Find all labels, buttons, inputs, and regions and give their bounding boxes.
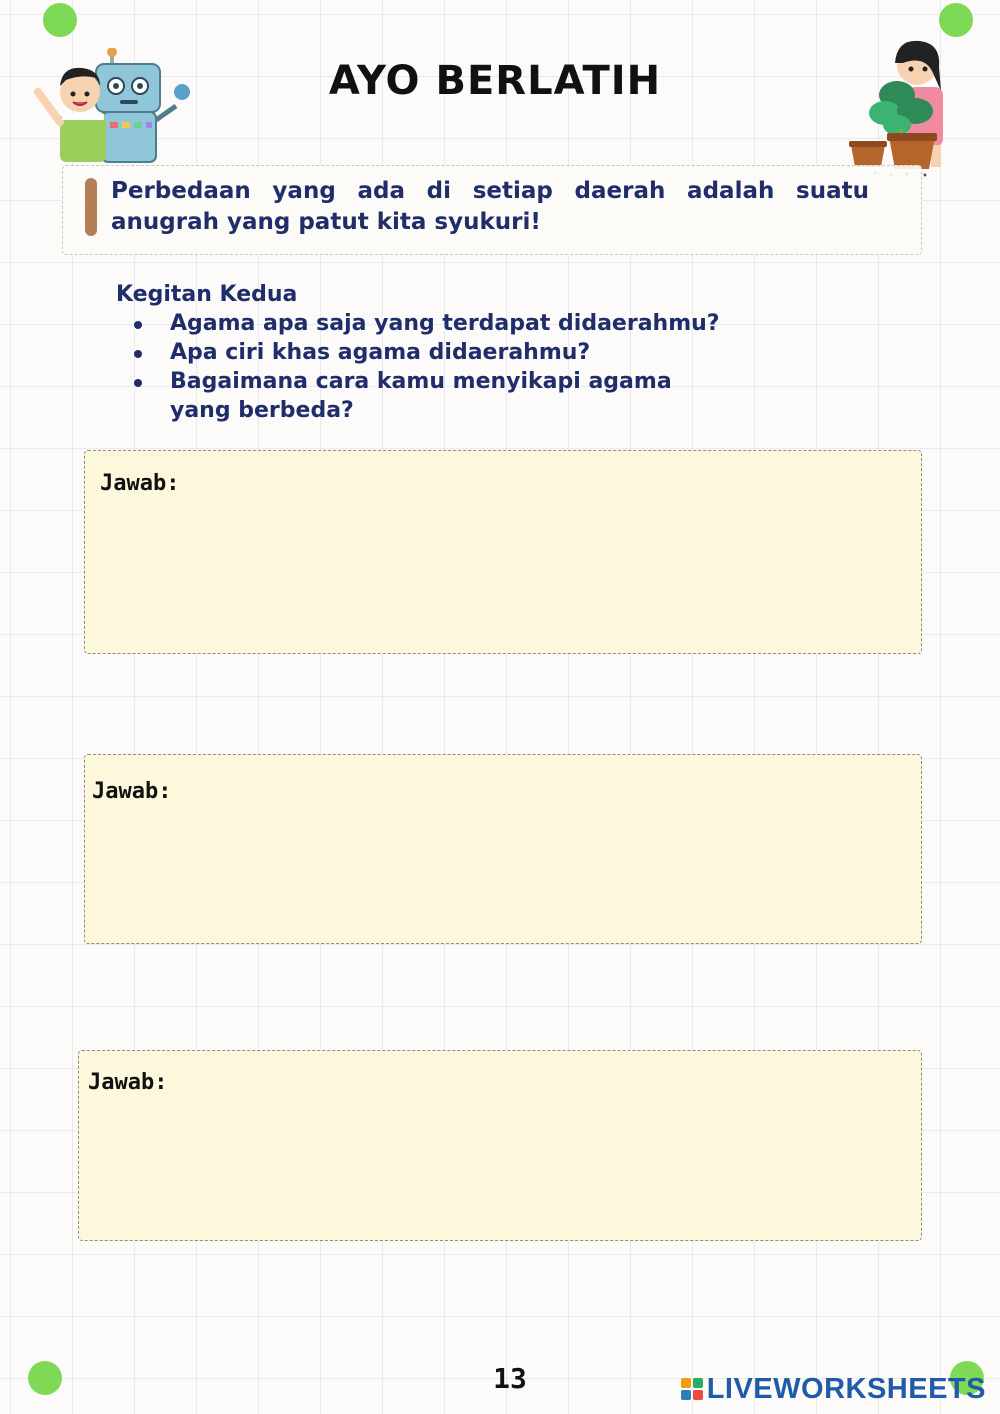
answer-box-2[interactable]	[84, 754, 922, 944]
liveworksheets-logo-icon	[681, 1378, 703, 1400]
quote-box	[62, 165, 922, 255]
answer-label: Jawab:	[88, 1070, 168, 1095]
corner-dot-top-right	[939, 3, 973, 37]
corner-dot-bottom-left	[28, 1361, 62, 1395]
answer-label: Jawab:	[100, 471, 180, 496]
page-title: AYO BERLATIH	[328, 58, 662, 104]
page-number: 13	[493, 1362, 527, 1395]
liveworksheets-brand[interactable]	[681, 1372, 986, 1406]
quote-text: Perbedaan yang ada di setiap daerah adalah suatu anugrah yang patut kita syukuri!	[111, 178, 869, 235]
answer-box-3[interactable]	[78, 1050, 922, 1241]
activity-section	[116, 280, 736, 425]
question-item: Apa ciri khas agama didaerahmu?	[116, 338, 736, 367]
corner-dot-top-left	[43, 3, 77, 37]
answer-label: Jawab:	[92, 779, 172, 804]
question-list	[116, 309, 736, 425]
answer-box-1[interactable]	[84, 450, 922, 654]
question-item: Agama apa saja yang terdapat didaerahmu?	[116, 309, 736, 338]
quote-accent-bar	[85, 178, 97, 236]
question-item: Bagaimana cara kamu menyikapi agama yang berbeda?	[116, 367, 710, 425]
activity-heading: Kegitan Kedua	[116, 282, 298, 307]
brand-name: LIVEWORKSHEETS	[706, 1372, 986, 1405]
girl-with-plants-illustration	[845, 33, 955, 178]
